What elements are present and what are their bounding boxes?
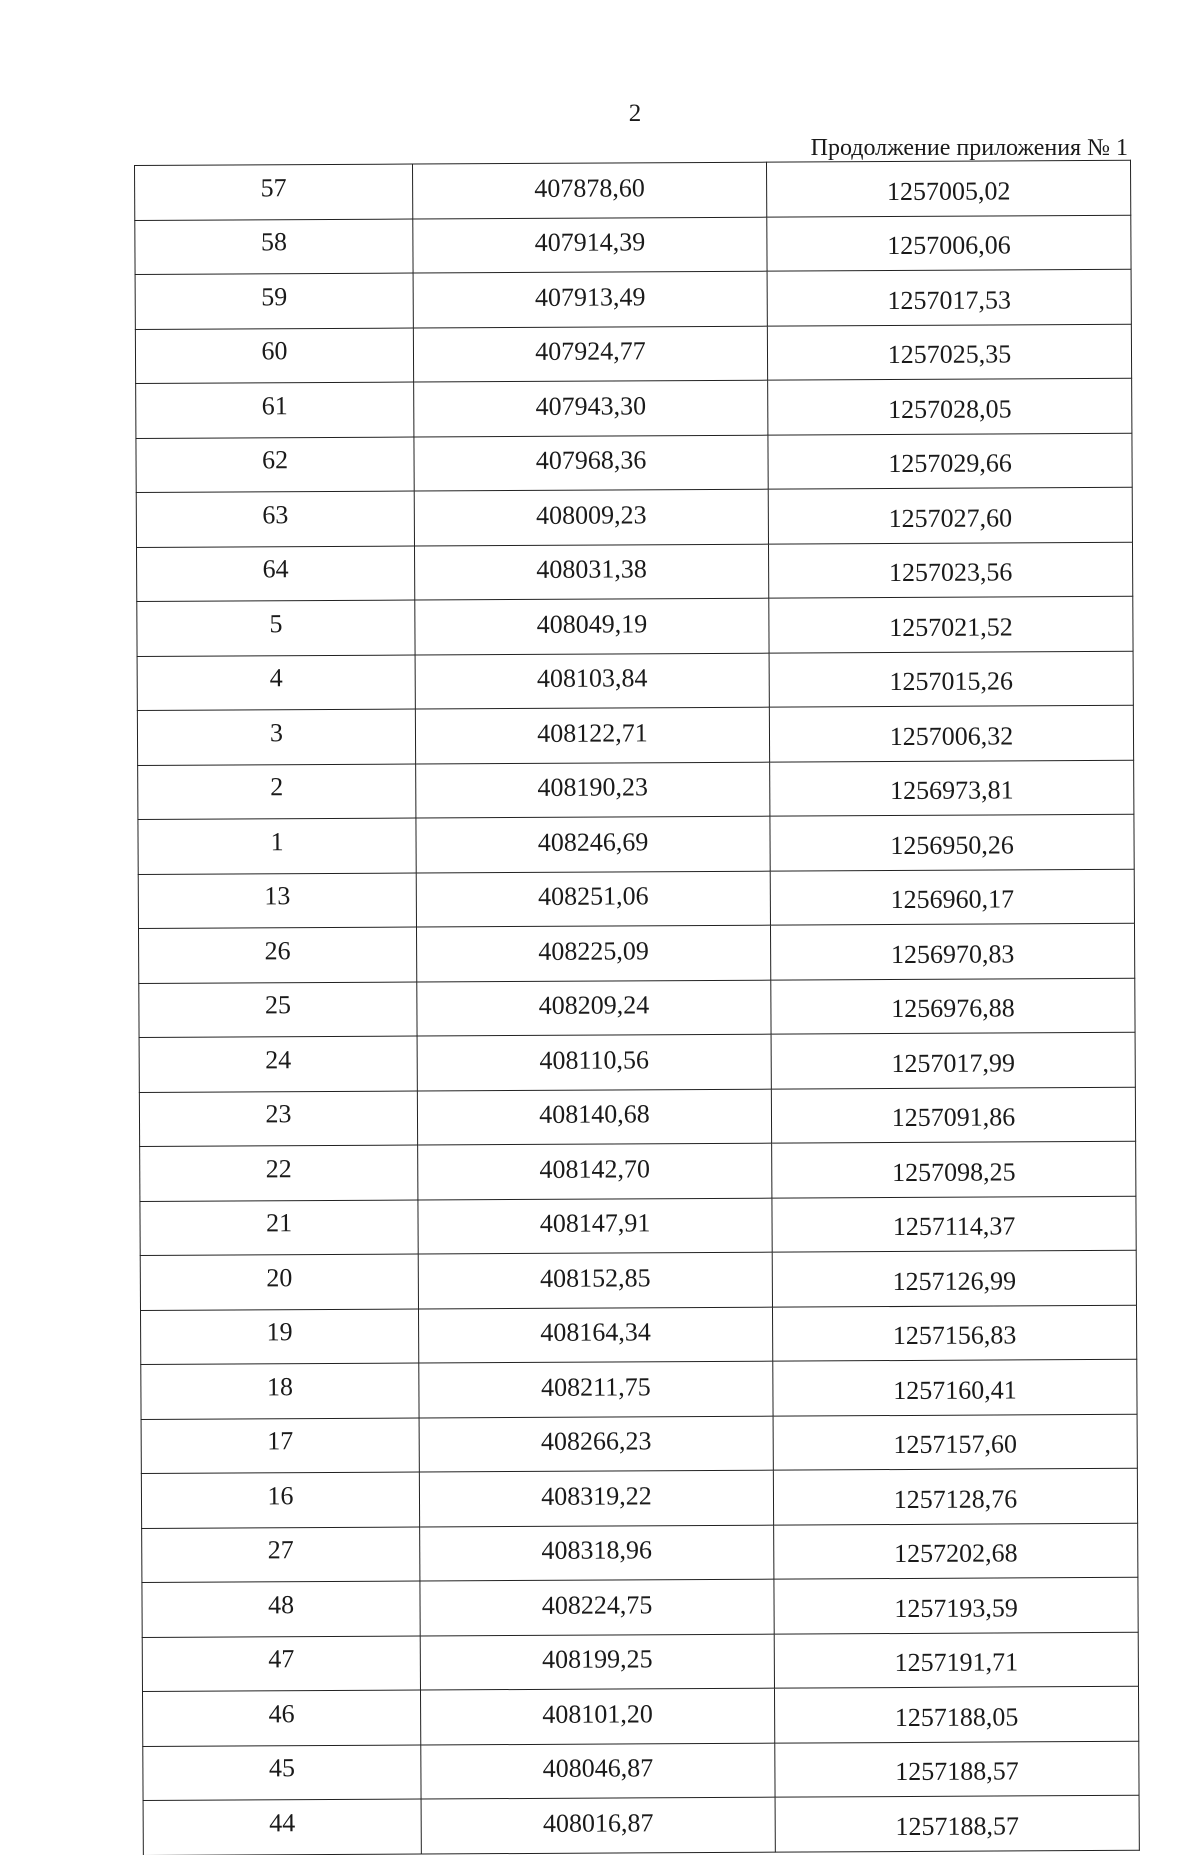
point-number-cell: 16 xyxy=(141,1472,419,1528)
x-coordinate-cell: 408046,87 xyxy=(421,1743,775,1799)
table-row xyxy=(140,1196,1136,1256)
y-coordinate-cell: 1256973,81 xyxy=(770,760,1134,816)
table-row xyxy=(140,1305,1136,1365)
table-row xyxy=(137,705,1133,765)
x-coordinate-cell: 408224,75 xyxy=(420,1579,774,1635)
point-number-cell: 61 xyxy=(136,382,414,438)
x-coordinate-cell: 407914,39 xyxy=(413,217,767,273)
y-coordinate-cell: 1257188,57 xyxy=(775,1795,1139,1851)
table-row xyxy=(136,487,1132,547)
x-coordinate-cell: 408211,75 xyxy=(419,1361,773,1417)
point-number-cell: 44 xyxy=(143,1799,421,1855)
x-coordinate-cell: 408103,84 xyxy=(415,653,769,709)
table-row xyxy=(138,814,1134,874)
y-coordinate-cell: 1257021,52 xyxy=(769,596,1133,652)
table-row xyxy=(142,1632,1138,1692)
y-coordinate-cell: 1257156,83 xyxy=(772,1305,1136,1361)
x-coordinate-cell: 408209,24 xyxy=(417,980,771,1036)
point-number-cell: 3 xyxy=(137,709,415,765)
page-number: 2 xyxy=(628,100,642,127)
x-coordinate-cell: 407913,49 xyxy=(413,271,767,327)
x-coordinate-cell: 408319,22 xyxy=(419,1470,773,1526)
table-row xyxy=(143,1741,1139,1801)
x-coordinate-cell: 408251,06 xyxy=(416,871,770,927)
table-row xyxy=(135,160,1131,220)
y-coordinate-cell: 1257028,05 xyxy=(768,378,1132,434)
point-number-cell: 63 xyxy=(136,491,414,547)
table-row xyxy=(143,1795,1139,1855)
y-coordinate-cell: 1257006,32 xyxy=(769,705,1133,761)
table-row xyxy=(139,978,1135,1038)
table-row xyxy=(137,651,1133,711)
y-coordinate-cell: 1257114,37 xyxy=(772,1196,1136,1252)
table-row xyxy=(141,1359,1137,1419)
x-coordinate-cell: 408164,34 xyxy=(418,1307,772,1363)
y-coordinate-cell: 1257023,56 xyxy=(768,542,1132,598)
x-coordinate-cell: 408122,71 xyxy=(415,707,769,763)
x-coordinate-cell: 408049,19 xyxy=(415,598,769,654)
y-coordinate-cell: 1257193,59 xyxy=(774,1577,1138,1633)
x-coordinate-cell: 408152,85 xyxy=(418,1252,772,1308)
coordinates-table xyxy=(134,160,1140,1855)
x-coordinate-cell: 408246,69 xyxy=(416,816,770,872)
table-row xyxy=(142,1523,1138,1583)
table-row xyxy=(139,1087,1135,1147)
point-number-cell: 22 xyxy=(140,1145,418,1201)
table-row xyxy=(138,760,1134,820)
table-row xyxy=(140,1250,1136,1310)
y-coordinate-cell: 1257006,06 xyxy=(767,215,1131,271)
point-number-cell: 4 xyxy=(137,655,415,711)
x-coordinate-cell: 408031,38 xyxy=(414,544,768,600)
y-coordinate-cell: 1257188,57 xyxy=(775,1741,1139,1797)
y-coordinate-cell: 1257128,76 xyxy=(773,1468,1137,1524)
point-number-cell: 27 xyxy=(142,1527,420,1583)
point-number-cell: 48 xyxy=(142,1581,420,1637)
x-coordinate-cell: 408016,87 xyxy=(421,1797,775,1853)
point-number-cell: 45 xyxy=(143,1745,421,1801)
table-row xyxy=(135,215,1131,275)
table-row xyxy=(135,324,1131,384)
point-number-cell: 60 xyxy=(135,328,413,384)
x-coordinate-cell: 408009,23 xyxy=(414,489,768,545)
y-coordinate-cell: 1257091,86 xyxy=(771,1087,1135,1143)
point-number-cell: 25 xyxy=(139,982,417,1038)
table-row xyxy=(142,1577,1138,1637)
table-row xyxy=(136,378,1132,438)
x-coordinate-cell: 408110,56 xyxy=(417,1034,771,1090)
table-row xyxy=(141,1468,1137,1528)
table-row xyxy=(139,1032,1135,1092)
table-row xyxy=(141,1414,1137,1474)
point-number-cell: 24 xyxy=(139,1036,417,1092)
x-coordinate-cell: 408101,20 xyxy=(420,1688,774,1744)
y-coordinate-cell: 1256976,88 xyxy=(771,978,1135,1034)
y-coordinate-cell: 1257157,60 xyxy=(773,1414,1137,1470)
point-number-cell: 17 xyxy=(141,1418,419,1474)
continuation-title: Продолжение приложения № 1 xyxy=(810,135,1128,161)
y-coordinate-cell: 1257029,66 xyxy=(768,433,1132,489)
table-row xyxy=(137,542,1133,602)
y-coordinate-cell: 1257017,53 xyxy=(767,269,1131,325)
point-number-cell: 57 xyxy=(135,164,413,220)
point-number-cell: 62 xyxy=(136,437,414,493)
x-coordinate-cell: 408199,25 xyxy=(420,1634,774,1690)
y-coordinate-cell: 1257015,26 xyxy=(769,651,1133,707)
point-number-cell: 18 xyxy=(141,1363,419,1419)
x-coordinate-cell: 408266,23 xyxy=(419,1416,773,1472)
x-coordinate-cell: 407878,60 xyxy=(412,162,766,218)
y-coordinate-cell: 1257160,41 xyxy=(773,1359,1137,1415)
point-number-cell: 46 xyxy=(142,1690,420,1746)
y-coordinate-cell: 1257188,05 xyxy=(774,1686,1138,1742)
point-number-cell: 5 xyxy=(137,600,415,656)
x-coordinate-cell: 408147,91 xyxy=(418,1198,772,1254)
y-coordinate-cell: 1257005,02 xyxy=(766,160,1130,216)
x-coordinate-cell: 407943,30 xyxy=(414,380,768,436)
x-coordinate-cell: 407924,77 xyxy=(413,326,767,382)
point-number-cell: 23 xyxy=(139,1091,417,1147)
point-number-cell: 2 xyxy=(138,764,416,820)
point-number-cell: 21 xyxy=(140,1200,418,1256)
y-coordinate-cell: 1256950,26 xyxy=(770,814,1134,870)
point-number-cell: 47 xyxy=(142,1636,420,1692)
point-number-cell: 19 xyxy=(140,1309,418,1365)
y-coordinate-cell: 1256960,17 xyxy=(770,869,1134,925)
y-coordinate-cell: 1257025,35 xyxy=(767,324,1131,380)
x-coordinate-cell: 408140,68 xyxy=(417,1089,771,1145)
x-coordinate-cell: 407968,36 xyxy=(414,435,768,491)
x-coordinate-cell: 408142,70 xyxy=(418,1143,772,1199)
table-row xyxy=(137,596,1133,656)
coordinates-table-body xyxy=(135,160,1140,1855)
x-coordinate-cell: 408190,23 xyxy=(416,762,770,818)
y-coordinate-cell: 1257202,68 xyxy=(774,1523,1138,1579)
point-number-cell: 20 xyxy=(140,1254,418,1310)
x-coordinate-cell: 408225,09 xyxy=(416,925,770,981)
table-row xyxy=(140,1141,1136,1201)
point-number-cell: 13 xyxy=(138,873,416,929)
table-row xyxy=(138,869,1134,929)
table-row xyxy=(136,433,1132,493)
table-row xyxy=(142,1686,1138,1746)
y-coordinate-cell: 1257098,25 xyxy=(772,1141,1136,1197)
x-coordinate-cell: 408318,96 xyxy=(420,1525,774,1581)
point-number-cell: 26 xyxy=(138,927,416,983)
point-number-cell: 64 xyxy=(137,546,415,602)
point-number-cell: 59 xyxy=(135,273,413,329)
y-coordinate-cell: 1257027,60 xyxy=(768,487,1132,543)
y-coordinate-cell: 1257191,71 xyxy=(774,1632,1138,1688)
point-number-cell: 1 xyxy=(138,818,416,874)
y-coordinate-cell: 1257126,99 xyxy=(772,1250,1136,1306)
y-coordinate-cell: 1257017,99 xyxy=(771,1032,1135,1088)
y-coordinate-cell: 1256970,83 xyxy=(770,923,1134,979)
table-row xyxy=(138,923,1134,983)
table-row xyxy=(135,269,1131,329)
point-number-cell: 58 xyxy=(135,219,413,275)
